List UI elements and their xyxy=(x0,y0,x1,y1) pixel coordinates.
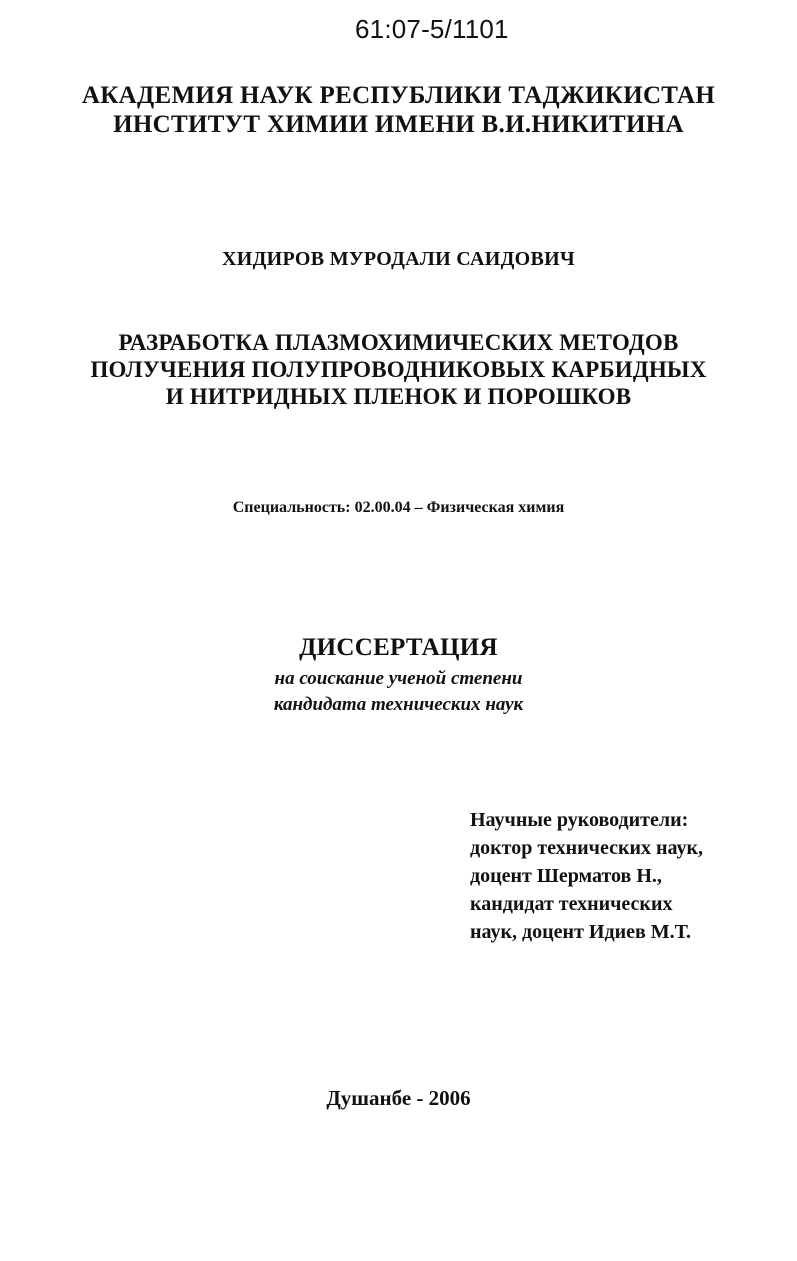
supervisor-line-3: кандидат технических xyxy=(470,893,673,915)
place-year-text: Душанбе - 2006 xyxy=(326,1086,471,1110)
supervisor-line-1: доктор технических наук, xyxy=(470,837,704,859)
title-line-3: И НИТРИДНЫХ ПЛЕНОК И ПОРОШКОВ xyxy=(165,384,632,409)
dissertation-subtitle-1: на соискание ученой степени xyxy=(274,668,523,689)
supervisor-line-2: доцент Шерматов Н., xyxy=(470,865,662,887)
place-and-year xyxy=(0,1086,797,1111)
specialty-value: 02.00.04 – Физическая химия xyxy=(354,499,565,516)
specialty xyxy=(0,499,797,517)
dissertation-subtitle-2: кандидата технических наук xyxy=(273,694,524,715)
institution-academy: АКАДЕМИЯ НАУК РЕСПУБЛИКИ ТАДЖИКИСТАН xyxy=(81,82,716,109)
supervisors-block xyxy=(470,806,703,946)
supervisor-line-4: наук, доцент Идиев М.Т. xyxy=(470,921,691,943)
call-number: 61:07-5/1101 xyxy=(355,14,509,44)
author-name: ХИДИРОВ МУРОДАЛИ САИДОВИЧ xyxy=(221,248,576,270)
dissertation-heading: ДИССЕРТАЦИЯ xyxy=(299,634,498,661)
title-line-1: РАЗРАБОТКА ПЛАЗМОХИМИЧЕСКИХ МЕТОДОВ xyxy=(118,330,679,355)
institution-institute: ИНСТИТУТ ХИМИИ ИМЕНИ В.И.НИКИТИНА xyxy=(113,111,684,138)
supervisors-heading: Научные руководители: xyxy=(470,809,689,831)
title-line-2: ПОЛУЧЕНИЯ ПОЛУПРОВОДНИКОВЫХ КАРБИДНЫХ xyxy=(90,357,707,382)
specialty-label: Специальность: xyxy=(232,499,351,516)
